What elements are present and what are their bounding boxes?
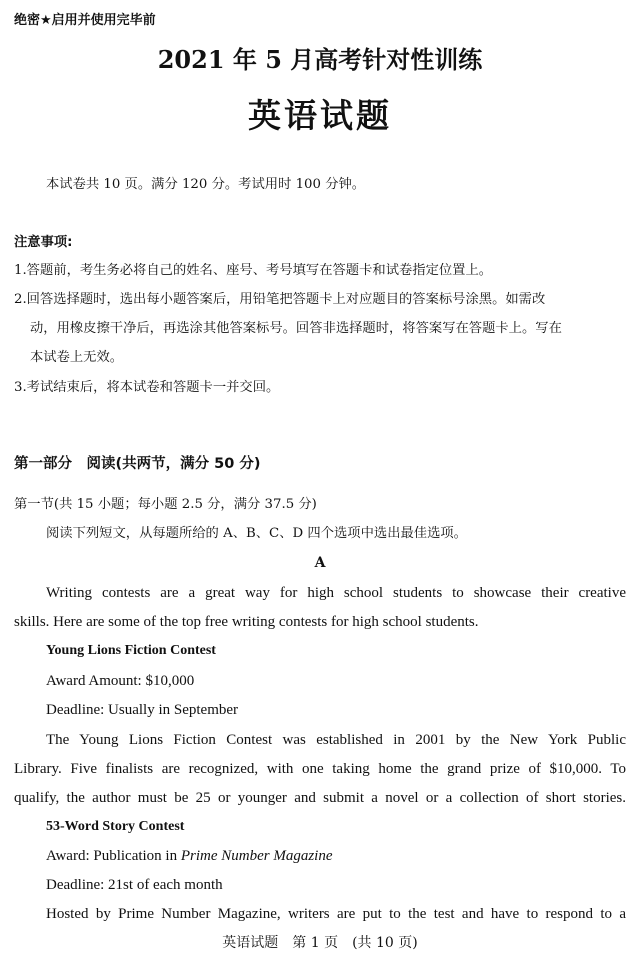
contest-2-magazine-name: Prime Number Magazine xyxy=(180,848,333,864)
note-item-2-line-1: 2.回答选择题时，选出每小题答案后，用铅笔把答题卡上对应题目的答案标号涂黑。如需改 xyxy=(14,292,546,307)
note-item-2-line-2: 动，用橡皮擦干净后，再选涂其他答案标号。回答非选择题时，将答案写在答题卡上。写在 xyxy=(30,321,562,336)
notes-heading: 注意事项: xyxy=(14,235,73,250)
exam-title: 2021 年 5 月高考针对性训练 xyxy=(157,45,483,74)
contest-2-award xyxy=(46,847,333,865)
note-item-3: 3.考试结束后，将本试卷和答题卡一并交回。 xyxy=(14,380,280,395)
note-item-1: 1.答题前，考生务必将自己的姓名、座号、考号填写在答题卡和试卷指定位置上。 xyxy=(14,263,493,278)
contest-1-desc-line-1: The Young Lions Fiction Contest was established in 2001 by the New York Public xyxy=(46,732,626,748)
contest-1-award: Award Amount: $10,000 xyxy=(46,673,195,689)
contest-2-award-prefix: Award: Publication in xyxy=(46,848,181,864)
subject-title: 英语试题 xyxy=(248,96,392,135)
contest-1-deadline: Deadline: Usually in September xyxy=(46,702,239,718)
passage-intro-line-1: Writing contests are a great way for high school students to showcase their creative xyxy=(46,585,626,601)
part1-heading: 第一部分 阅读(共两节，满分 50 分) xyxy=(14,456,261,472)
contest-1-desc-line-2: Library. Five finalists are recognized, with one taking home the grand prize of $10,000. To xyxy=(14,761,626,777)
contest-1-desc-line-3: qualify, the author must be 25 or younger and submit a novel or a collection of short stories. xyxy=(14,790,626,806)
note-item-2-line-3: 本试卷上无效。 xyxy=(30,350,124,365)
section1-instruction: 阅读下列短文，从每题所给的 A、B、C、D 四个选项中选出最佳选项。 xyxy=(46,526,467,541)
contest-2-name: 53-Word Story Contest xyxy=(46,819,185,834)
intro-text: 本试卷共 10 页。满分 120 分。考试用时 100 分钟。 xyxy=(46,177,366,192)
contest-1-name: Young Lions Fiction Contest xyxy=(46,643,216,658)
contest-2-deadline: Deadline: 21st of each month xyxy=(46,877,223,893)
confidential-label: 绝密★启用并使用完毕前 xyxy=(14,13,156,28)
page-footer: 英语试题 第 1 页 (共 10 页) xyxy=(222,935,418,951)
contest-2-desc-line-1: Hosted by Prime Number Magazine, writers are put to the test and have to respond to a xyxy=(46,906,626,922)
passage-intro-line-2: skills. Here are some of the top free writing contests for high school students. xyxy=(14,614,479,630)
passage-label: A xyxy=(314,555,326,571)
section1-heading: 第一节(共 15 小题；每小题 2.5 分，满分 37.5 分) xyxy=(14,497,317,512)
